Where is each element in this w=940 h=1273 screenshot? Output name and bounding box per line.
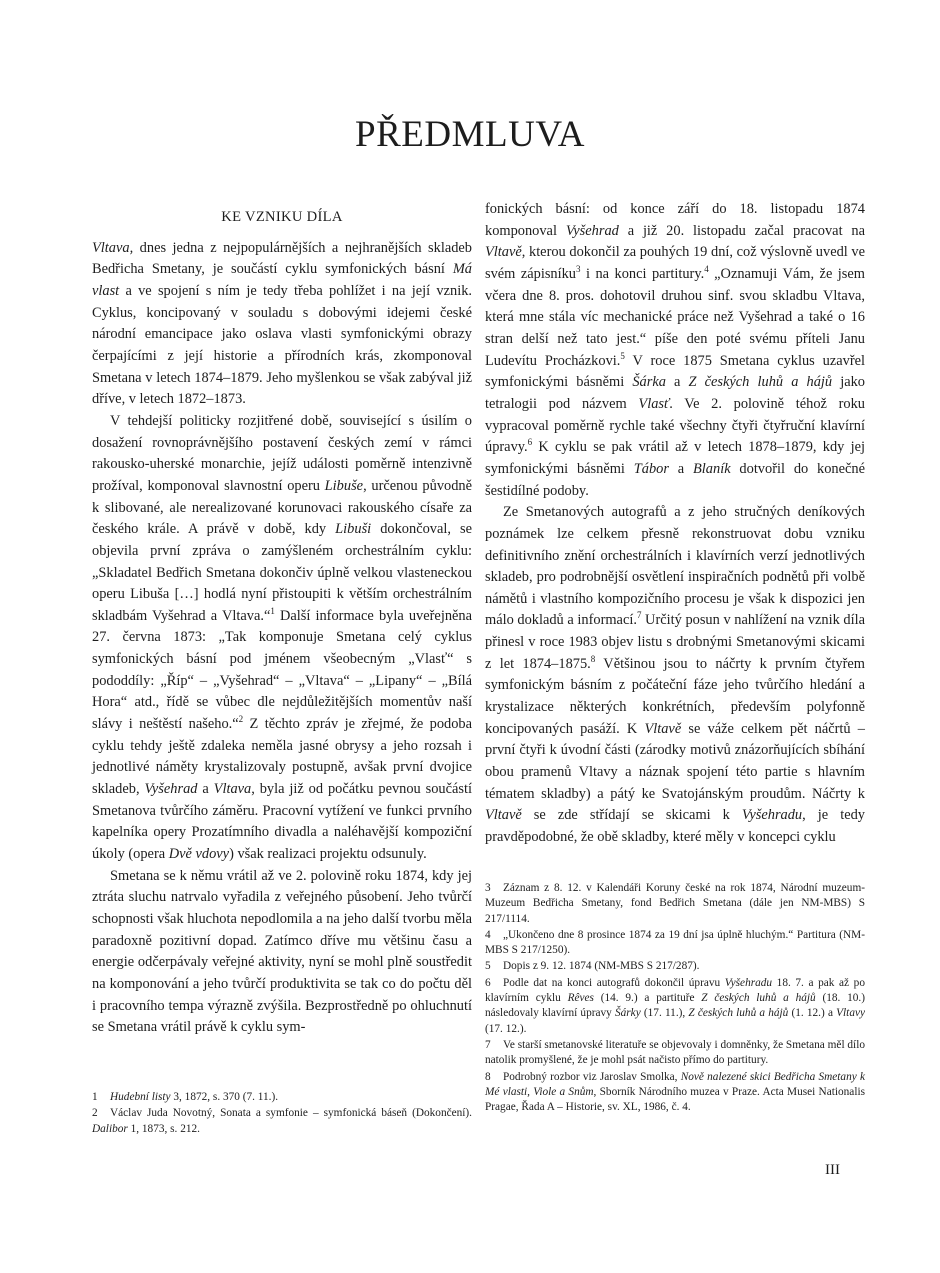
right-paragraphs [485, 199, 865, 849]
footnote-text: Dopis z 9. 12. 1874 (NM-MBS S 217/287). [503, 960, 700, 973]
left-paragraphs [92, 238, 472, 1039]
footnote [92, 1090, 472, 1105]
footnote-text: Záznam z 8. 12. v Kalendáři Koruny české na rok 1874, Národní muzeum-Muzeum Bedřicha Smetany, fond Bedřich Smetana (dále jen NM-MBS) S 217/1114. [485, 882, 865, 925]
footnotes-right [485, 881, 865, 1116]
footnote [485, 1070, 865, 1116]
right-column [485, 199, 865, 849]
footnote-number: 8 [485, 1070, 491, 1083]
footnote [92, 1106, 472, 1137]
footnote [485, 959, 865, 974]
footnote-number: 4 [485, 928, 491, 941]
footnote [485, 976, 865, 1037]
paragraph: fonických básní: od konce září do 18. listopadu 1874 komponoval Vyšehrad a již 20. listopadu začal pracovat na Vltavě, kterou dokončil za pouhých 19 dní, což výslovně uvedl ve svém zápisníku$^3$ i na konci partitury.$^4$ „Oznamuji Vám, že jsem včera dne 8. pros. dohotovil druhou sinf. svou skladbu Vltava, která mne stála víc mechanické práce než Vyšehrad a také o 16 stran delší než tato jest.“ píše den poté svému příteli Janu Ludevítu Procházkovi.$^5$ V roce 1875 Smetana cyklus uzavřel symfonickými básněmi Šárka a Z českých luhů a hájů jako tetralogii pod názvem Vlasť. Ve 2. polovině téhož roku vypracoval poměrně rychle také všechny čtyři čtyřruční klavírní úpravy.$^6$ K cyklu se pak vrátil až v letech 1878–1879, kdy jej symfonickými básněmi Tábor a Blaník dotvořil do konečné šestidílné podoby. [485, 201, 866, 499]
footnote-number: 1 [92, 1091, 98, 1103]
left-column [92, 199, 472, 1039]
page-number: III [825, 1162, 840, 1178]
footnote-number: 3 [485, 882, 491, 894]
footnote-number: 2 [92, 1107, 98, 1120]
footnote-number: 5 [485, 960, 491, 973]
paragraph: V tehdejší politicky rozjitřené době, související s úsilím o dosažení rovnoprávnějšího postavení českých zemí v rámci rakousko-uherské monarchie, jejíž události poměrně intenzivně prožíval, komponoval slavnostní operu Libuše, určenou původně k slibované, ale nerealizované korunovaci rakouského císaře za českého krále. A právě v době, kdy Libuši dokončoval, se objevila první zpráva o zamýšleném orchestrálním cyklu: „Skladatel Bedřich Smetana dokončiv úplně velkou vlasteneckou operu Libuša […] hodlá nyní přistoupiti k větším orchestrálním skladbám Vyšehrad a Vltava.“$^1$ Další informace byla uveřejněna 27. června 1873: „Tak komponuje Smetana celý cyklus symfonických básní pod jménem všeobecným „Vlasť“ s pododdíly: „Říp“ – „Vyšehrad“ – „Vltava“ – „Lipany“ – „Bílá Hora“ atd., řídě se vůbec dle nejdůležitějších momentův naší slávy i neštěstí našeho.“$^2$ Z těchto zpráv je zřejmé, že podoba cyklu tehdy ještě zdaleka neměla jasné obrysy a jeho rozsah i jednotlivé náměty krystalizovaly postupně, avšak první dvojice skladeb, Vyšehrad a Vltava, byla již od počátku pevnou součástí Smetanova tvůrčího záměru. Pracovní vytížení ve funkci prvního kapelníka opery Prozatímního divadla a naléhavější kompoziční úkoly (opera Dvě vdovy) však realizaci projektu odsunuly. [92, 412, 472, 863]
section-heading: KE VZNIKU DÍLA [221, 209, 343, 225]
paragraph: Smetana se k němu vrátil až ve 2. polovině roku 1874, kdy jej ztráta sluchu natrvalo vyřadila z veřejného působení. Jeho tvůrčí schopnosti však hluchota nepodlomila a na jeho další tvorbu měla paradoxně pozitivní dopad. Zatímco dříve mu většinu času a energie odčerpávaly veřejné aktivity, nyní se mohl plně soustředit na komponování a jeho tvůrčí produktivita se tak co do počtu děl i pracovního tempa výrazně zvýšila. Bezprostředně po ohluchnutí se Smetana vrátil právě k cyklu sym- [92, 867, 472, 1036]
paragraph: Ze Smetanových autografů a z jeho stručných deníkových poznámek lze celkem přesně rekonstruovat dobu vzniku definitivního znění orchestrálních i klavírních verzí jednotlivých skladeb, pro podrobnější osvětlení inspiračních podnětů při volbě námětů i vlastního kompozičního procesu je však k dispozici jen málo dokladů a informací.$^7$ Určitý posun v nahlížení na vznik díla přinesl v roce 1983 objev listu s drobnými Smetanovými skicami z let 1874–1875.$^8$ Většinou jsou to náčrty k prvním čtyřem symfonickým básním z počáteční fáze jeho tvůrčího hledání a krystalizace některých konkrétních, především polyfonně koncipovaných pasáží. K Vltavě se váže celkem pět náčrtů – první čtyři k úvodní části (zárodky motivů znázorňujících sbíhání obou pramenů Vltavy a náznak spojení této partie s hlavním tématem skladby) a pátý ke Svatojánským proudům. Náčrty k Vltavě se zde střídají se skicami k Vyšehradu, je tedy pravděpodobné, že obě skladby, které měly v koncepci cyklu [485, 504, 866, 846]
footnote-text: „Ukončeno dne 8 prosince 1874 za 19 dní jsa úplně hluchým.“ Partitura (NM-MBS S 217/1250). [485, 928, 865, 957]
footnotes-left [92, 1090, 472, 1138]
footnote-text: Podle dat na konci autografů dokončil úpravu Vyšehradu 18. 7. a pak až po klavírním cyklu Rêves (14. 9.) a partituře Z českých luhů a hájů (18. 10.) následovaly klavírní úpravy Šárky (17. 11.), Z českých luhů a hájů (1. 12.) a Vltavy (17. 12.). [485, 976, 866, 1035]
footnote-number: 7 [485, 1038, 491, 1051]
paragraph: Vltava, dnes jedna z nejpopulárnějších a nejhranějších skladeb Bedřicha Smetany, je součástí cyklu symfonických básní Má vlast a ve spojení s ním je tedy třeba pohlížet i na její vznik. Cyklus, koncipovaný v souladu s dobovými idejemi české národní emancipace jako oslava vlasti symfonickými obrazy čerpajícími z její historie a přírodních krás, zkomponoval Smetana v letech 1874–1879. Jeho myšlenkou se však zabýval již dříve, v letech 1872–1873. [92, 239, 472, 408]
footnote-number: 6 [485, 976, 491, 989]
footnote [485, 1038, 865, 1069]
footnote-text: Hudební listy 3, 1872, s. 370 (7. 11.). [110, 1091, 279, 1103]
footnote-text: Ve starší smetanovské literatuře se objevovaly i domněnky, že Smetana měl dílo natolik promyšlené, že je mohl psát načisto přímo do partitury. [485, 1038, 865, 1067]
footnote-text: Podrobný rozbor viz Jaroslav Smolka, Nově nalezené skici Bedřicha Smetany k Mé vlasti, Viole a Snům, Sborník Národního muzea v Praze. Acta Musei Nationalis Pragae, Řada A – Historie, sv. XL, 1986, č. 4. [485, 1070, 865, 1114]
footnote [485, 881, 865, 927]
footnote-text: Václav Juda Novotný, Sonata a symfonie – symfonická báseň (Dokončení). Dalibor 1, 1873, s. 212. [92, 1107, 472, 1135]
footnote [485, 928, 865, 959]
page-title: PŘEDMLUVA [355, 114, 585, 155]
